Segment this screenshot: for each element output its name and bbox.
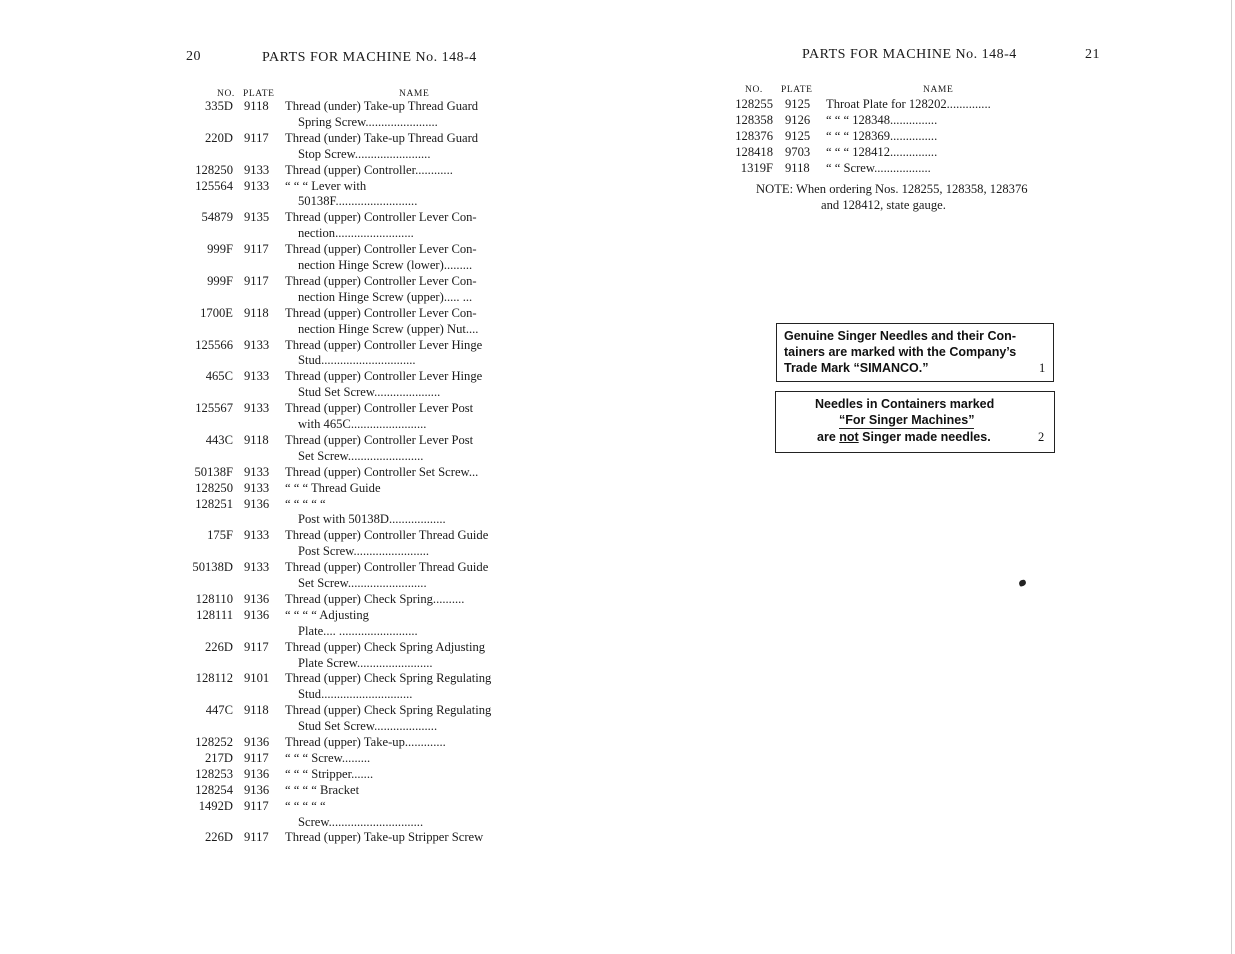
part-name: Thread (under) Take-up Thread Guard bbox=[285, 99, 479, 113]
part-number: 175F bbox=[207, 528, 233, 543]
part-name: “ “ “ “ Adjusting bbox=[285, 607, 369, 622]
col-head-name: NAME bbox=[923, 85, 954, 95]
col-head-plate: PLATE bbox=[243, 89, 275, 99]
part-name: Thread (upper) Controller Lever Con- bbox=[285, 273, 477, 288]
plate-number: 9118 bbox=[244, 432, 269, 447]
right-page-title: PARTS FOR MACHINE No. 148-4 bbox=[802, 47, 1017, 62]
part-name: “ “ “ “ “ bbox=[285, 496, 326, 511]
part-number: 128111 bbox=[196, 607, 233, 622]
part-name: Thread (upper) Controller............ bbox=[285, 162, 453, 177]
part-number: 335D bbox=[205, 99, 233, 113]
part-number: 128112 bbox=[195, 671, 233, 686]
part-name: Stud Set Screw..................... bbox=[298, 385, 441, 400]
part-number: 125566 bbox=[195, 337, 233, 352]
col-head-name: NAME bbox=[399, 89, 430, 99]
part-number: 226D bbox=[205, 639, 233, 654]
part-name: “ “ “ 128369............... bbox=[826, 128, 938, 143]
notice-line-1: Genuine Singer Needles and their Con- bbox=[784, 329, 1016, 343]
part-name: Screw.............................. bbox=[298, 814, 424, 829]
part-name: Post Screw........................ bbox=[298, 544, 430, 559]
part-name: nection......................... bbox=[298, 226, 414, 241]
plate-number: 9136 bbox=[244, 607, 270, 622]
part-number: 1319F bbox=[740, 160, 773, 175]
part-number: 128376 bbox=[735, 128, 773, 143]
plate-number: 9125 bbox=[785, 128, 811, 143]
right-page-number: 21 bbox=[1085, 47, 1100, 62]
part-name: “ “ Screw.................. bbox=[826, 160, 931, 175]
part-number: 128254 bbox=[195, 782, 233, 797]
col-head-no: NO. bbox=[217, 89, 235, 99]
plate-number: 9101 bbox=[244, 671, 270, 686]
warning-line-3 bbox=[817, 430, 991, 444]
plate-number: 9117 bbox=[244, 750, 269, 765]
part-name: nection Hinge Screw (upper) Nut.... bbox=[298, 321, 479, 336]
ink-speck bbox=[1018, 579, 1027, 587]
part-number: 443C bbox=[205, 432, 233, 447]
part-number: 50138D bbox=[192, 560, 233, 575]
plate-number: 9117 bbox=[244, 639, 269, 654]
part-name: “ “ “ 128412............... bbox=[826, 144, 938, 159]
part-number: 128253 bbox=[195, 766, 233, 781]
plate-number: 9133 bbox=[244, 480, 270, 495]
part-name: Plate Screw........................ bbox=[298, 655, 433, 670]
needles-warning-box bbox=[775, 391, 1055, 453]
part-name: Thread (upper) Controller Thread Guide bbox=[285, 528, 489, 543]
part-number: 220D bbox=[205, 130, 233, 145]
part-name: “ “ “ Lever with bbox=[285, 178, 367, 193]
part-name: Thread (upper) Take-up............. bbox=[285, 735, 446, 749]
part-number: 128251 bbox=[195, 496, 233, 511]
part-name: Thread (under) Take-up Thread Guard bbox=[285, 130, 479, 145]
page-edge-line bbox=[1231, 0, 1232, 954]
part-number: 50138F bbox=[194, 464, 233, 479]
part-name: Thread (upper) Controller Lever Con- bbox=[285, 305, 477, 320]
plate-number: 9133 bbox=[244, 337, 270, 352]
notice-line-2: tainers are marked with the Company’s bbox=[784, 345, 1017, 359]
part-number: 128358 bbox=[735, 112, 773, 127]
part-name: Stud.............................. bbox=[298, 353, 416, 368]
part-number: 1700E bbox=[200, 305, 233, 320]
part-number: 447C bbox=[205, 703, 233, 718]
warning-emphasis-not: not bbox=[839, 430, 859, 444]
plate-number: 9136 bbox=[244, 591, 270, 606]
part-number: 128110 bbox=[195, 591, 233, 606]
part-number: 125564 bbox=[195, 178, 233, 193]
part-name: Thread (upper) Controller Lever Post bbox=[285, 432, 474, 447]
part-name: Thread (upper) Controller Thread Guide bbox=[285, 560, 489, 575]
plate-number: 9136 bbox=[244, 782, 270, 797]
part-number: 125567 bbox=[195, 401, 233, 416]
part-name: Thread (upper) Take-up Stripper Screw bbox=[285, 830, 484, 845]
col-head-no: NO. bbox=[745, 85, 763, 95]
part-name: “ “ “ “ Bracket bbox=[285, 782, 360, 797]
ordering-note-line1: NOTE: When ordering Nos. 128255, 128358, 128376 bbox=[756, 182, 1028, 196]
plate-number: 9118 bbox=[785, 160, 810, 175]
part-name: 50138F.......................... bbox=[298, 194, 418, 209]
part-name: Thread (upper) Controller Lever Post bbox=[285, 401, 474, 416]
plate-number: 9133 bbox=[244, 178, 270, 193]
part-name: Throat Plate for 128202.............. bbox=[826, 97, 991, 111]
part-name: Thread (upper) Check Spring Regulating bbox=[285, 703, 492, 718]
part-number: 128250 bbox=[195, 480, 233, 495]
warning-line-2: “For Singer Machines” bbox=[839, 413, 975, 427]
plate-number: 9117 bbox=[244, 830, 269, 845]
plate-number: 9117 bbox=[244, 130, 269, 145]
part-number: 128418 bbox=[735, 144, 773, 159]
plate-number: 9126 bbox=[785, 112, 811, 127]
simanco-notice-box bbox=[776, 323, 1054, 382]
plate-number: 9125 bbox=[785, 97, 811, 111]
part-number: 217D bbox=[205, 750, 233, 765]
part-name: Plate.... ......................... bbox=[298, 623, 418, 638]
part-name: Thread (upper) Controller Lever Con- bbox=[285, 242, 477, 257]
part-name: “ “ “ Screw......... bbox=[285, 750, 371, 765]
part-name: Thread (upper) Controller Lever Con- bbox=[285, 210, 477, 225]
part-name: “ “ “ “ “ bbox=[285, 798, 326, 813]
part-name: Post with 50138D.................. bbox=[298, 512, 446, 527]
plate-number: 9133 bbox=[244, 401, 270, 416]
col-head-plate: PLATE bbox=[781, 85, 813, 95]
ordering-note-line2: and 128412, state gauge. bbox=[821, 198, 946, 212]
part-number: 999F bbox=[207, 242, 233, 257]
plate-number: 9135 bbox=[244, 210, 270, 225]
part-number: 54879 bbox=[201, 210, 233, 225]
left-page-number: 20 bbox=[186, 49, 201, 64]
part-name: Stop Screw........................ bbox=[298, 146, 431, 161]
warning-line-3-end: Singer made needles. bbox=[858, 430, 991, 444]
part-name: Thread (upper) Controller Lever Hinge bbox=[285, 369, 483, 384]
part-name: Spring Screw....................... bbox=[298, 114, 438, 129]
part-name: Thread (upper) Check Spring.......... bbox=[285, 591, 465, 606]
part-name: nection Hinge Screw (lower)......... bbox=[298, 258, 473, 272]
plate-number: 9136 bbox=[244, 766, 270, 781]
part-name: nection Hinge Screw (upper)..... ... bbox=[298, 289, 473, 304]
part-number: 128252 bbox=[195, 735, 233, 749]
plate-number: 9703 bbox=[785, 144, 811, 159]
notice-ref: 1 bbox=[1039, 361, 1046, 375]
part-name: “ “ “ Stripper....... bbox=[285, 766, 374, 781]
warning-line-3-start: are bbox=[817, 430, 840, 444]
part-name: Thread (upper) Check Spring Adjusting bbox=[285, 639, 486, 654]
plate-number: 9117 bbox=[244, 273, 269, 288]
plate-number: 9133 bbox=[244, 162, 270, 177]
plate-number: 9136 bbox=[244, 496, 270, 511]
plate-number: 9133 bbox=[244, 528, 270, 543]
plate-number: 9133 bbox=[244, 560, 270, 575]
plate-number: 9136 bbox=[244, 735, 270, 749]
part-name: Set Screw......................... bbox=[298, 576, 427, 590]
part-number: 465C bbox=[205, 369, 233, 384]
plate-number: 9118 bbox=[244, 99, 269, 113]
plate-number: 9118 bbox=[244, 703, 269, 718]
part-name: Stud............................. bbox=[298, 687, 413, 702]
part-name: Thread (upper) Check Spring Regulating bbox=[285, 671, 492, 686]
part-name: Thread (upper) Controller Lever Hinge bbox=[285, 337, 483, 352]
warning-ref: 2 bbox=[1038, 430, 1045, 444]
part-number: 1492D bbox=[198, 798, 233, 813]
part-number: 128250 bbox=[195, 162, 233, 177]
part-name: with 465C........................ bbox=[298, 417, 427, 431]
plate-number: 9117 bbox=[244, 242, 269, 257]
plate-number: 9133 bbox=[244, 464, 270, 479]
part-number: 999F bbox=[207, 273, 233, 288]
part-name: Set Screw........................ bbox=[298, 448, 424, 463]
part-name: Thread (upper) Controller Set Screw... bbox=[285, 464, 479, 479]
part-number: 128255 bbox=[735, 97, 773, 111]
part-name: “ “ “ Thread Guide bbox=[285, 480, 381, 495]
plate-number: 9118 bbox=[244, 305, 269, 320]
part-name: Stud Set Screw.................... bbox=[298, 719, 438, 734]
left-page-title: PARTS FOR MACHINE No. 148-4 bbox=[262, 50, 477, 65]
plate-number: 9117 bbox=[244, 798, 269, 813]
part-number: 226D bbox=[205, 830, 233, 845]
warning-line-1: Needles in Containers marked bbox=[815, 397, 995, 411]
notice-line-3: Trade Mark “SIMANCO.” bbox=[784, 361, 929, 375]
part-name: “ “ “ 128348............... bbox=[826, 112, 938, 127]
plate-number: 9133 bbox=[244, 369, 270, 384]
